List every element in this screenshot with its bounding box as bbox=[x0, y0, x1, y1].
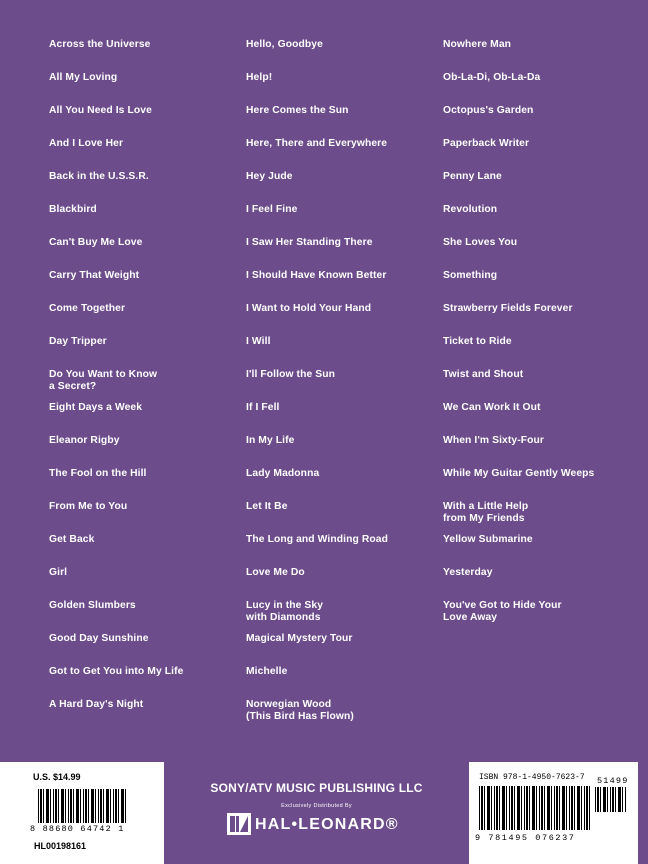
upc-barcode bbox=[38, 789, 128, 823]
song-title: Twist and Shout bbox=[443, 369, 524, 380]
song-title: From Me to You bbox=[49, 501, 128, 512]
distributed-by-label: Exclusively Distributed By bbox=[281, 803, 352, 809]
song-title: Revolution bbox=[443, 204, 498, 215]
song-title: I Feel Fine bbox=[246, 204, 298, 215]
song-title: Penny Lane bbox=[443, 171, 502, 182]
song-title: Yellow Submarine bbox=[443, 534, 533, 545]
song-title: Across the Universe bbox=[49, 39, 151, 50]
song-title: Hello, Goodbye bbox=[246, 39, 323, 50]
song-title: Yesterday bbox=[443, 567, 493, 578]
song-title: I Saw Her Standing There bbox=[246, 237, 373, 248]
song-title: Ticket to Ride bbox=[443, 336, 512, 347]
song-title: Norwegian Wood (This Bird Has Flown) bbox=[246, 699, 354, 722]
song-title: Octopus's Garden bbox=[443, 105, 534, 116]
song-title: All My Loving bbox=[49, 72, 118, 83]
song-title: Lucy in the Sky with Diamonds bbox=[246, 600, 324, 623]
isbn-addon-barcode bbox=[595, 787, 627, 812]
song-title: Something bbox=[443, 270, 498, 281]
song-title: The Fool on the Hill bbox=[49, 468, 147, 479]
ean-digits: 9 781495 076237 bbox=[475, 833, 576, 843]
song-title: The Long and Winding Road bbox=[246, 534, 388, 545]
song-title: With a Little Help from My Friends bbox=[443, 501, 529, 524]
song-title: Get Back bbox=[49, 534, 95, 545]
song-title: Here Comes the Sun bbox=[246, 105, 349, 116]
hl-product-code: HL00198161 bbox=[34, 841, 87, 851]
isbn-barcode-box bbox=[469, 762, 638, 864]
song-title: I Should Have Known Better bbox=[246, 270, 387, 281]
song-title: I Will bbox=[246, 336, 271, 347]
song-title: Eleanor Rigby bbox=[49, 435, 120, 446]
song-title: Magical Mystery Tour bbox=[246, 633, 353, 644]
song-title: Let It Be bbox=[246, 501, 288, 512]
song-title: Golden Slumbers bbox=[49, 600, 136, 611]
hal-leonard-wordmark: HAL•LEONARD® bbox=[255, 816, 399, 833]
song-title: Strawberry Fields Forever bbox=[443, 303, 573, 314]
song-title: If I Fell bbox=[246, 402, 280, 413]
song-title: Blackbird bbox=[49, 204, 97, 215]
song-title: Ob-La-Di, Ob-La-Da bbox=[443, 72, 541, 83]
price-barcode-box bbox=[0, 762, 164, 864]
song-title: Got to Get You into My Life bbox=[49, 666, 184, 677]
song-title: Nowhere Man bbox=[443, 39, 512, 50]
song-title: Here, There and Everywhere bbox=[246, 138, 388, 149]
song-title: A Hard Day's Night bbox=[49, 699, 144, 710]
song-title: And I Love Her bbox=[49, 138, 124, 149]
ean-addon-digits: 51499 bbox=[597, 776, 629, 786]
song-title: Come Together bbox=[49, 303, 126, 314]
isbn-label: ISBN 978-1-4950-7623-7 bbox=[479, 773, 585, 782]
song-title: We Can Work It Out bbox=[443, 402, 541, 413]
song-title: Good Day Sunshine bbox=[49, 633, 149, 644]
song-title: Help! bbox=[246, 72, 273, 83]
song-title: Back in the U.S.S.R. bbox=[49, 171, 149, 182]
song-title: While My Guitar Gently Weeps bbox=[443, 468, 595, 479]
hal-leonard-logo bbox=[227, 812, 415, 838]
song-title: I Want to Hold Your Hand bbox=[246, 303, 372, 314]
song-title: Do You Want to Know a Secret? bbox=[49, 369, 158, 392]
song-title: Michelle bbox=[246, 666, 288, 677]
song-title: Girl bbox=[49, 567, 68, 578]
song-title: All You Need Is Love bbox=[49, 105, 152, 116]
publisher-name: SONY/ATV MUSIC PUBLISHING LLC bbox=[210, 781, 423, 795]
song-title: Eight Days a Week bbox=[49, 402, 143, 413]
song-title: In My Life bbox=[246, 435, 295, 446]
song-title: Hey Jude bbox=[246, 171, 293, 182]
back-cover-footer bbox=[0, 762, 648, 864]
upc-digits: 8 88680 64742 1 bbox=[30, 824, 125, 834]
song-title: She Loves You bbox=[443, 237, 518, 248]
song-title: Can't Buy Me Love bbox=[49, 237, 143, 248]
song-title: Day Tripper bbox=[49, 336, 107, 347]
isbn-barcode bbox=[479, 786, 591, 830]
song-title: When I'm Sixty-Four bbox=[443, 435, 545, 446]
song-title: You've Got to Hide Your Love Away bbox=[443, 600, 562, 623]
hal-leonard-logo-icon bbox=[227, 813, 251, 835]
song-title: I'll Follow the Sun bbox=[246, 369, 336, 380]
song-title: Love Me Do bbox=[246, 567, 305, 578]
price-label: U.S. $14.99 bbox=[33, 772, 81, 782]
song-title: Carry That Weight bbox=[49, 270, 140, 281]
song-title: Paperback Writer bbox=[443, 138, 530, 149]
song-title: Lady Madonna bbox=[246, 468, 320, 479]
